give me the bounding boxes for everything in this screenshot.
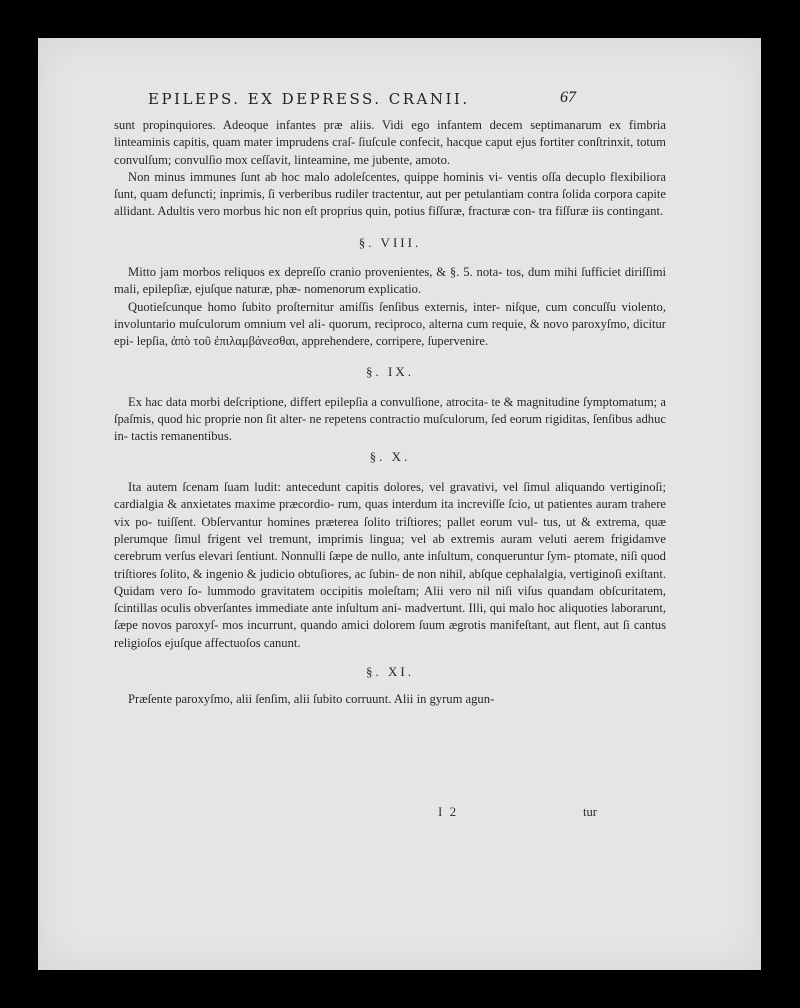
paragraph: Ex hac data morbi deſcriptione, differt epilepſia a convulſione, atrocita- te & magnitudine ſymptomatum; a ſpaſmis, quod hic proprie non ſit alter- ne repetens contractio muſculorum, ſed eorum rigiditas, ſenſibus adhuc in- tactis remanentibus.: [114, 394, 666, 444]
paragraph: Quotieſcunque homo ſubito proſternitur amiſſis ſenſibus externis, inter- niſque, cum concuſſu violento, involuntario muſculorum omnium vel ali- quorum, reciproco, alterna cum requie, & novo paroxyſmo, dicitur epi- lepſia, ἀπὸ τοῦ ἐπιλαμβάνεσθαι, apprehendere, corripere, ſupervenire.: [114, 299, 666, 349]
paragraph: Non minus immunes ſunt ab hoc malo adoleſcentes, quippe hominis vi- ventis oſſa decuplo flexibiliora ſunt, quam defuncti; inprimis, ſi verberibus rudiler tractentur, aut per petulantiam contra ſolida corpora capite allidant. Adultis vero morbus hic non eſt proprius quin, potius fiſſuræ, fracturæ con- tra fiſſuræ iis contingant.: [114, 169, 667, 219]
signature-mark: I 2: [438, 804, 459, 819]
page-number: 67: [560, 89, 576, 106]
paragraph: Mitto jam morbos reliquos ex depreſſo cranio provenientes, & §. 5. nota- tos, dum mihi ſufficiet diriſſimi mali, epilepſiæ, ejuſque naturæ, phæ- nomenorum explicatio.: [114, 265, 666, 297]
catchword: tur: [583, 805, 597, 819]
running-title: EPILEPS. EX DEPRESS. CRANII.: [148, 90, 470, 108]
page-text: [114, 117, 666, 709]
section-heading-11: §. XI.: [366, 664, 414, 680]
section-heading-9: §. IX.: [366, 363, 414, 379]
paragraph: sunt propinquiores. Adeoque infantes præ aliis. Vidi ego infantem decem septimanarum ex fimbria linteaminis capitis, quam mater imprudens craſ- ſiuſcule confecit, hacque caput ejus fortiter conſtrinxit, totum convulſum; convulſio mox ceſſavit, linteamine, me jubente, amoto.: [114, 118, 666, 167]
paragraph: Ita autem ſcenam ſuam ludit: antecedunt capitis dolores, vel gravativi, vel ſimul aliquando vertiginoſi; cardialgia & anxietates maxime præcordio- rum, quas interdum ita increviſſe ſcio, ut patientes auram trahere vix po- tuiſſent. Obſervantur homines præterea ſolito triſtiores; pallet eorum vul- tus, ut & extrema, quæ plerumque ſimul frigent vel tremunt, imprimis lingua; vel ab extremis auram veluti aerem frigidamve cerebrum verſus elevari ſentiunt. Nonnulli ſæpe de nullo, ante inſultum, conqueruntur ſym- ptomate, niſi quod triſtiores ſolito, & ingenio & judicio obtuſiores, ac ſubin- de non nihil, abſque cephalalgia, vertiginoſi exiſtant. Quidam vero ſo- lummodo gravitatem occipitis moleſtam; Alii vero nil niſi viſus quandam obſcuritatem, ſcintillas oculis obverſantes immediate ante inſultum ani- madvertunt. Illi, qui malo hoc aliquoties laborarunt, ſæpe novos paroxyſ- mos incurrunt, quando amici dolorem ſuum ægrotis manifeſtant, aut flent, aut ſi cantus religioſos ejuſque affectuoſos canunt.: [114, 480, 667, 650]
section-heading-8: §. VIII.: [358, 234, 422, 250]
book-page: [38, 38, 761, 970]
paragraph: Præſente paroxyſmo, alii ſenſim, alii ſubito corruunt. Alii in gyrum agun-: [128, 692, 495, 707]
section-heading-10: §. X.: [369, 448, 411, 464]
